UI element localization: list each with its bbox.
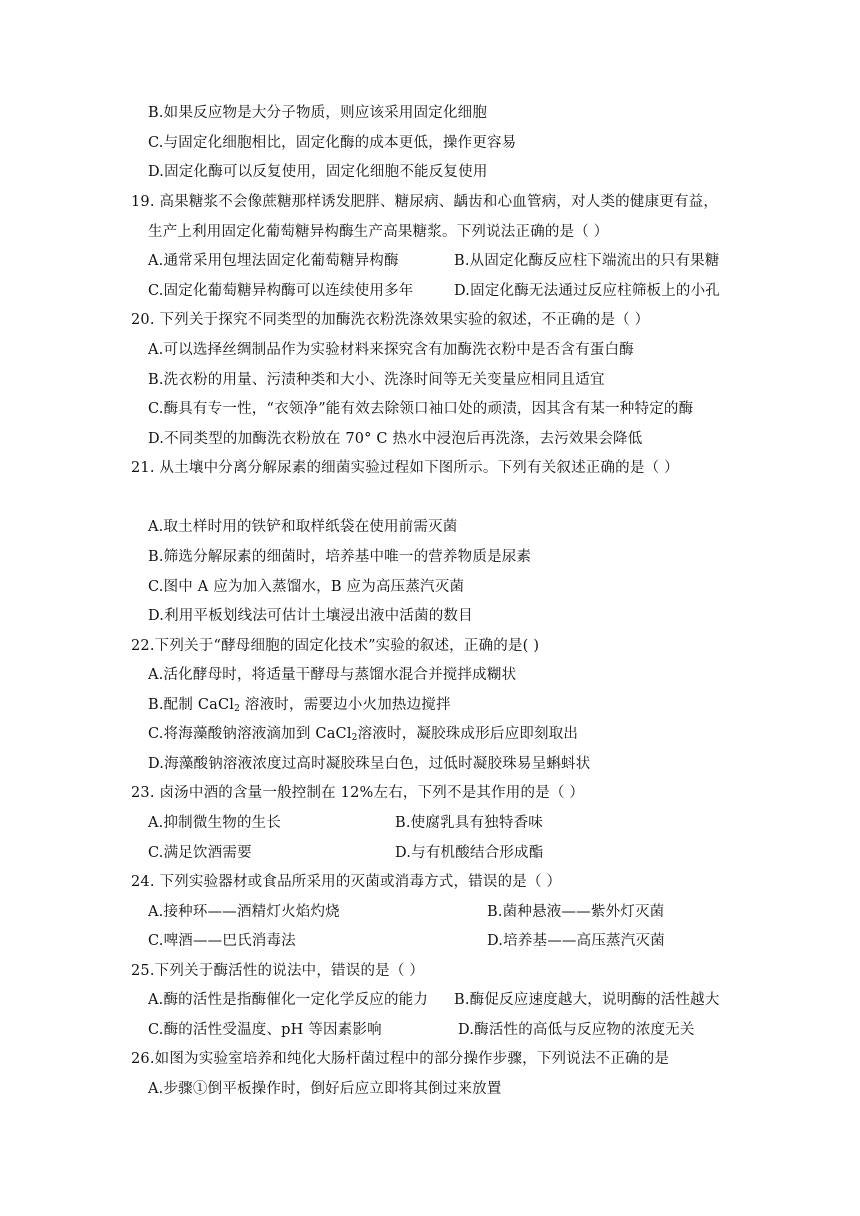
q25-option-b: B.酶促反应速度越大，说明酶的活性越大 — [454, 992, 720, 1008]
q23-option-a: A.抑制微生物的生长 — [148, 815, 282, 831]
q22-option-c — [148, 724, 578, 744]
q25-option-c: C.酶的活性受温度、pH 等因素影响 — [148, 1022, 382, 1038]
q22-option-a: A.活化酵母时，将适量干酵母与蒸馏水混合并搅拌成糊状 — [148, 667, 517, 683]
q25-option-d: D.酶活性的高低与反应物的浓度无关 — [458, 1022, 695, 1038]
q20-option-d: D.不同类型的加酶洗衣粉放在 70° C 热水中浸泡后再洗涤，去污效果会降低 — [148, 431, 643, 447]
q23-option-d: D.与有机酸结合形成酯 — [395, 845, 544, 861]
q19-option-c: C.固定化葡萄糖异构酶可以连续使用多年 — [148, 283, 414, 299]
q26-option-a: A.步骤①倒平板操作时，倒好后应立即将其倒过来放置 — [148, 1081, 502, 1097]
q21-option-c: C.图中 A 应为加入蒸馏水，B 应为高压蒸汽灭菌 — [148, 579, 465, 595]
q22-option-b-subscript: 2 — [234, 704, 241, 714]
q22-option-d: D.海藻酸钠溶液浓度过高时凝胶珠呈白色，过低时凝胶珠易呈蝌蚪状 — [148, 756, 591, 772]
q22-option-c-part1: C.将海藻酸钠溶液滴加到 CaCl — [148, 726, 352, 742]
q19-stem-line2: 生产上利用固定化葡萄糖异构酶生产高果糖浆。下列说法正确的是（ ） — [148, 224, 609, 240]
q20-option-b: B.洗衣粉的用量、污渍种类和大小、洗涤时间等无关变量应相同且适宜 — [148, 372, 605, 388]
q18-option-b: B.如果反应物是大分子物质，则应该采用固定化细胞 — [148, 105, 488, 121]
q19-option-a: A.通常采用包埋法固定化葡萄糖异构酶 — [148, 253, 399, 269]
q21-option-d: D.利用平板划线法可估计土壤浸出液中活菌的数目 — [148, 608, 473, 624]
q23-option-b: B.使腐乳具有独特香味 — [395, 815, 543, 831]
q26-stem: 26.如图为实验室培养和纯化大肠杆菌过程中的部分操作步骤，下列说法不正确的是 — [131, 1051, 670, 1067]
q18-option-c: C.与固定化细胞相比，固定化酶的成本更低，操作更容易 — [148, 135, 517, 151]
q24-option-b: B.菌种悬液——紫外灯灭菌 — [487, 904, 665, 920]
q20-stem: 20. 下列关于探究不同类型的加酶洗衣粉洗涤效果实验的叙述，不正确的是（ ） — [131, 312, 650, 328]
q21-stem: 21. 从土壤中分离分解尿素的细菌实验过程如下图所示。下列有关叙述正确的是（ ） — [131, 460, 679, 476]
q24-option-d: D.培养基——高压蒸汽灭菌 — [487, 933, 665, 949]
q25-stem: 25.下列关于酶活性的说法中，错误的是（ ） — [131, 963, 425, 979]
q22-option-c-part2: 溶液时，凝胶珠成形后应即刻取出 — [357, 726, 579, 742]
q22-stem: 22.下列关于“酵母细胞的固定化技术”实验的叙述，正确的是( ) — [131, 638, 540, 654]
q21-option-a: A.取土样时用的铁铲和取样纸袋在使用前需灭菌 — [148, 519, 458, 535]
q22-option-b-part2: 溶液时，需要边小火加热边搅拌 — [240, 697, 451, 713]
q21-option-b: B.筛选分解尿素的细菌时，培养基中唯一的营养物质是尿素 — [148, 549, 532, 565]
q19-option-d: D.固定化酶无法通过反应柱筛板上的小孔 — [454, 283, 721, 299]
q19-stem-line1: 19. 高果糖浆不会像蔗糖那样诱发肥胖、糖尿病、龋齿和心血管病，对人类的健康更有益， — [131, 194, 719, 210]
q24-option-c: C.啤酒——巴氏消毒法 — [148, 933, 296, 949]
q23-option-c: C.满足饮酒需要 — [148, 845, 252, 861]
q25-option-a: A.酶的活性是指酶催化一定化学反应的能力 — [148, 992, 429, 1008]
q22-option-b — [148, 695, 451, 715]
q20-option-a: A.可以选择丝绸制品作为实验材料来探究含有加酶洗衣粉中是否含有蛋白酶 — [148, 342, 634, 358]
q18-option-d: D.固定化酶可以反复使用，固定化细胞不能反复使用 — [148, 164, 488, 180]
q20-option-c: C.酶具有专一性，“衣领净”能有效去除领口袖口处的顽渍，因其含有某一种特定的酶 — [148, 401, 694, 417]
q19-option-b: B.从固定化酶反应柱下端流出的只有果糖 — [454, 253, 720, 269]
q22-option-b-part1: B.配制 CaCl — [148, 697, 235, 713]
q24-option-a: A.接种环——酒精灯火焰灼烧 — [148, 904, 340, 920]
q23-stem: 23. 卤汤中酒的含量一般控制在 12%左右，下列不是其作用的是（ ） — [131, 785, 585, 801]
q22-option-c-subscript: 2 — [351, 733, 358, 743]
q24-stem: 24. 下列实验器材或食品所采用的灭菌或消毒方式，错误的是（ ） — [131, 874, 562, 890]
